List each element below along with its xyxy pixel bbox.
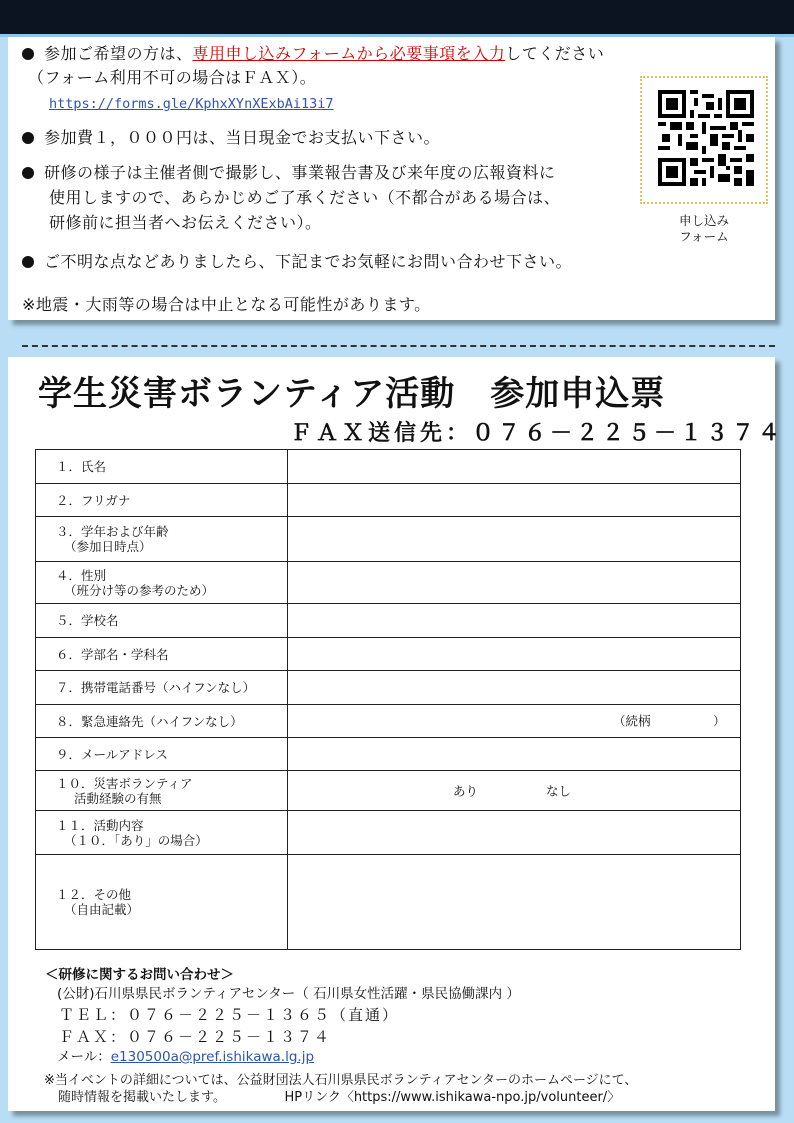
form-row-gender (36, 562, 741, 604)
emergency-contact-input[interactable] (288, 705, 741, 738)
contact-heading: ＜研修に関するお問い合わせ＞ (45, 967, 234, 983)
form-row-school (36, 604, 741, 638)
field-label: ８．緊急連絡先（ハイフンなし） (36, 705, 288, 738)
notice-item-application-line2: （フォーム利用不可の場合はＦＡＸ）。 (28, 68, 317, 87)
notice-item-photo: 研修の様子は主催者側で撮影し、事業報告書及び来年度の広報資料に (22, 161, 556, 185)
field-label: ２．フリガナ (36, 484, 288, 517)
form-row-email (36, 738, 741, 771)
form-row-mobile (36, 671, 741, 705)
bullet-icon (22, 256, 34, 268)
furigana-input[interactable] (288, 484, 741, 517)
form-row-name (36, 450, 741, 484)
contact-block (47, 966, 520, 1067)
form-link-text[interactable]: 専用申し込みフォームから必要事項を入力 (192, 44, 506, 63)
form-url-link[interactable]: https://forms.gle/KphxXYnXExbAi13i7 (49, 96, 334, 112)
contact-mail: メール：e130500a@pref.ishikawa.lg.jp (57, 1049, 315, 1065)
activity-input[interactable] (288, 811, 741, 855)
form-row-furigana (36, 484, 741, 517)
contact-tel: ＴＥＬ：０７６－２２５－１３６５（直通） (59, 1006, 400, 1024)
other-textarea[interactable] (288, 855, 741, 950)
faculty-input[interactable] (288, 638, 741, 671)
form-row-activity (36, 811, 741, 855)
bullet-icon (22, 167, 34, 179)
form-row-faculty (36, 638, 741, 671)
gender-input[interactable] (288, 562, 741, 604)
experience-yes-option[interactable]: あり (453, 783, 479, 798)
contact-organization: (公財)石川県県民ボランティアセンター（ 石川県女性活躍・県民協働課内 ） (57, 986, 520, 1002)
field-label: ５．学校名 (36, 604, 288, 638)
bullet-icon (22, 48, 34, 60)
bullet-icon (22, 132, 34, 144)
notice-item-fee: 参加費１，０００円は、当日現金でお支払い下さい。 (22, 126, 440, 150)
notice-cancellation-note: ※地震・大雨等の場合は中止となる可能性があります。 (22, 295, 431, 314)
notice-item-photo-line2: 使用しますので、あらかじめご了承ください（不都合がある場合は、 (49, 188, 561, 207)
email-link[interactable]: e130500a@pref.ishikawa.lg.jp (110, 1049, 315, 1065)
grade-age-input[interactable] (288, 517, 741, 562)
notice-item-application: 参加ご希望の方は、専用申し込みフォームから必要事項を入力してください (22, 42, 604, 66)
notice-item-inquiry: ご不明な点などありましたら、下記までお気軽にお問い合わせ下さい。 (22, 250, 572, 274)
header-bar (0, 0, 794, 37)
field-label: ６．学部名・学科名 (36, 638, 288, 671)
email-input[interactable] (288, 738, 741, 771)
experience-no-option[interactable]: なし (546, 783, 572, 798)
contact-fax: ＦＡＸ：０７６－２２５－１３７４ (59, 1028, 332, 1046)
experience-choice (288, 771, 741, 811)
school-input[interactable] (288, 604, 741, 638)
form-title: 学生災害ボランティア活動 参加申込票 (38, 374, 666, 414)
field-label: １０．災害ボランティア 活動経験の有無 (36, 771, 288, 811)
relationship-label: （続柄 ） (613, 713, 726, 729)
field-label: １２．その他 （自由記載） (36, 855, 288, 950)
form-row-experience (36, 771, 741, 811)
form-row-grade (36, 517, 741, 562)
form-row-other (36, 855, 741, 950)
application-form-table (35, 449, 741, 950)
field-label: １１．活動内容 （１０．「あり」の場合） (36, 811, 288, 855)
field-label: ４．性別 （班分け等の参考のため） (36, 562, 288, 604)
name-input[interactable] (288, 450, 741, 484)
field-label: ３．学年および年齢 （参加日時点） (36, 517, 288, 562)
cut-line (22, 345, 775, 347)
notice-item-photo-line3: 研修前に担当者へお伝えください）。 (49, 213, 322, 232)
event-details-note: ※当イベントの詳細については、公益財団法人石川県県民ボランティアセンターのホームページにて、 随時情報を掲載いたします。 HPリンク〈https://www.ishikawa-npo.jp/volunteer/〉 (44, 1073, 638, 1105)
mobile-input[interactable] (288, 671, 741, 705)
form-row-emergency (36, 705, 741, 738)
field-label: ９．メールアドレス (36, 738, 288, 771)
qr-code[interactable] (640, 76, 768, 204)
field-label: １．氏名 (36, 450, 288, 484)
qr-code-icon (658, 90, 754, 186)
field-label: ７．携帯電話番号（ハイフンなし） (36, 671, 288, 705)
fax-number: ＦＡＸ送信先：０７６－２２５－１３７４ (290, 421, 785, 446)
qr-label: 申し込み フォーム (678, 213, 729, 244)
